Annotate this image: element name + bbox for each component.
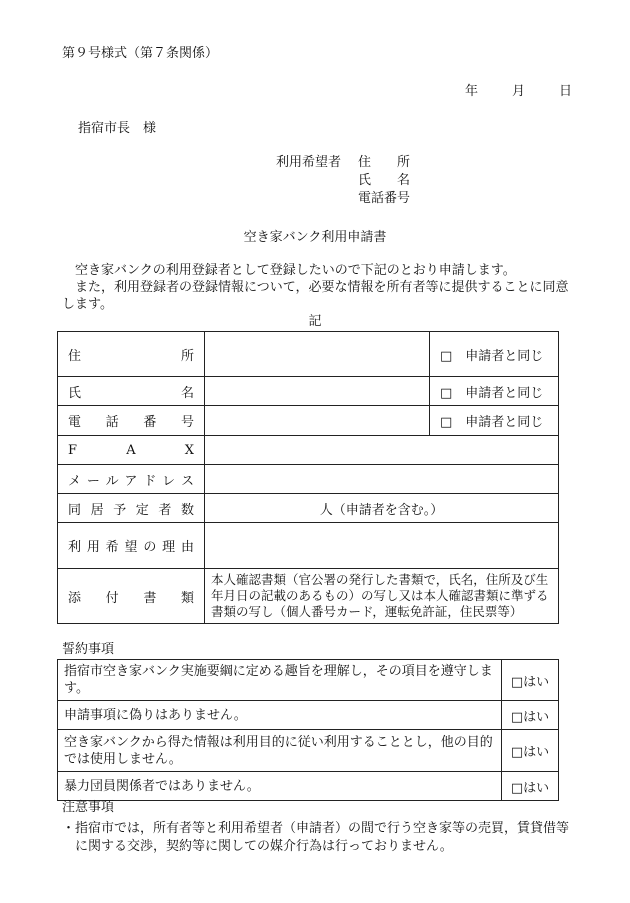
- label-household: 同 居 予 定 者 数: [58, 494, 205, 523]
- pledge-row: [58, 730, 559, 772]
- fax-input[interactable]: [205, 436, 559, 465]
- row-attachment: [58, 569, 559, 624]
- label-email: メ ー ル ア ド レ ス: [58, 465, 205, 494]
- date-year: 年: [464, 84, 478, 99]
- address-input[interactable]: [205, 332, 430, 377]
- label-phone: 電 話 番 号: [58, 406, 205, 436]
- name-same-checkbox[interactable]: □ 申請者と同じ: [430, 377, 559, 406]
- date-day: 日: [558, 84, 572, 99]
- row-email: [58, 465, 559, 494]
- pledge-row: [58, 772, 559, 801]
- email-input[interactable]: [205, 465, 559, 494]
- pledge-yes-checkbox-3[interactable]: □はい: [502, 730, 559, 772]
- applicant-phone-label: 電話番号: [358, 191, 411, 206]
- note-item: ・指宿市では，所有者等と利用希望者（申請者）の間で行う空き家等の売買，賃貸借等に関する交渉，契約等に関しての媒介行為は行っておりません。: [62, 821, 570, 854]
- applicant-address-label: 住 所: [358, 155, 411, 170]
- pledge-heading: 誓約事項: [62, 642, 115, 657]
- pledge-table: [57, 659, 559, 801]
- household-input[interactable]: 人（申請者を含む。）: [205, 494, 559, 523]
- label-reason: 利 用 希 望 の 理 由: [58, 523, 205, 569]
- application-table: [57, 331, 559, 624]
- row-household: [58, 494, 559, 523]
- address-same-checkbox[interactable]: □ 申請者と同じ: [430, 332, 559, 377]
- label-attachment: 添 付 書 類: [58, 569, 205, 624]
- notes-heading: 注意事項: [62, 800, 115, 815]
- row-phone: [58, 406, 559, 436]
- label-name: 氏 名: [58, 377, 205, 406]
- label-fax: F A X: [58, 436, 205, 465]
- phone-input[interactable]: [205, 406, 430, 436]
- pledge-text-3: 空き家バンクから得た情報は利用目的に従い利用することとし，他の目的では使用しません。: [58, 730, 502, 772]
- date-month: 月: [511, 84, 525, 99]
- name-input[interactable]: [205, 377, 430, 406]
- intro-text: [62, 262, 572, 313]
- applicant-role: 利用希望者: [276, 155, 342, 170]
- pledge-yes-checkbox-4[interactable]: □はい: [502, 772, 559, 801]
- date-line: [465, 84, 572, 101]
- pledge-yes-checkbox-1[interactable]: □はい: [502, 660, 559, 701]
- document-title: 空き家バンク利用申請書: [243, 230, 387, 245]
- row-address: [58, 332, 559, 377]
- intro-paragraph-1: 空き家バンクの利用登録者として登録したいので下記のとおり申請します。: [75, 263, 516, 278]
- notes-list: [62, 820, 580, 856]
- applicant-name-label: 氏 名: [358, 173, 411, 188]
- pledge-row: [58, 660, 559, 701]
- pledge-text-2: 申請事項に偽りはありません。: [58, 701, 502, 730]
- pledge-text-4: 暴力団員関係者ではありません。: [58, 772, 502, 801]
- pledge-row: [58, 701, 559, 730]
- ki-label: 記: [308, 314, 322, 329]
- pledge-text-1: 指宿市空き家バンク実施要綱に定める趣旨を理解し，その項目を遵守します。: [58, 660, 502, 701]
- row-fax: [58, 436, 559, 465]
- row-reason: [58, 523, 559, 569]
- form-number: 第９号様式（第７条関係）: [62, 46, 219, 61]
- attachment-description: 本人確認書類（官公署の発行した書類で，氏名，住所及び生年月日の記載のあるもの）の写し又は本人確認書類に準ずる書類の写し（個人番号カード，運転免許証，住民票等）: [205, 569, 559, 624]
- phone-same-checkbox[interactable]: □ 申請者と同じ: [430, 406, 559, 436]
- label-address: 住 所: [58, 332, 205, 377]
- reason-input[interactable]: [205, 523, 559, 569]
- intro-paragraph-2: また，利用登録者の登録情報について，必要な情報を所有者等に提供することに同意します。: [62, 280, 569, 312]
- pledge-yes-checkbox-2[interactable]: □はい: [502, 701, 559, 730]
- row-name: [58, 377, 559, 406]
- addressee: 指宿市長 様: [78, 121, 157, 136]
